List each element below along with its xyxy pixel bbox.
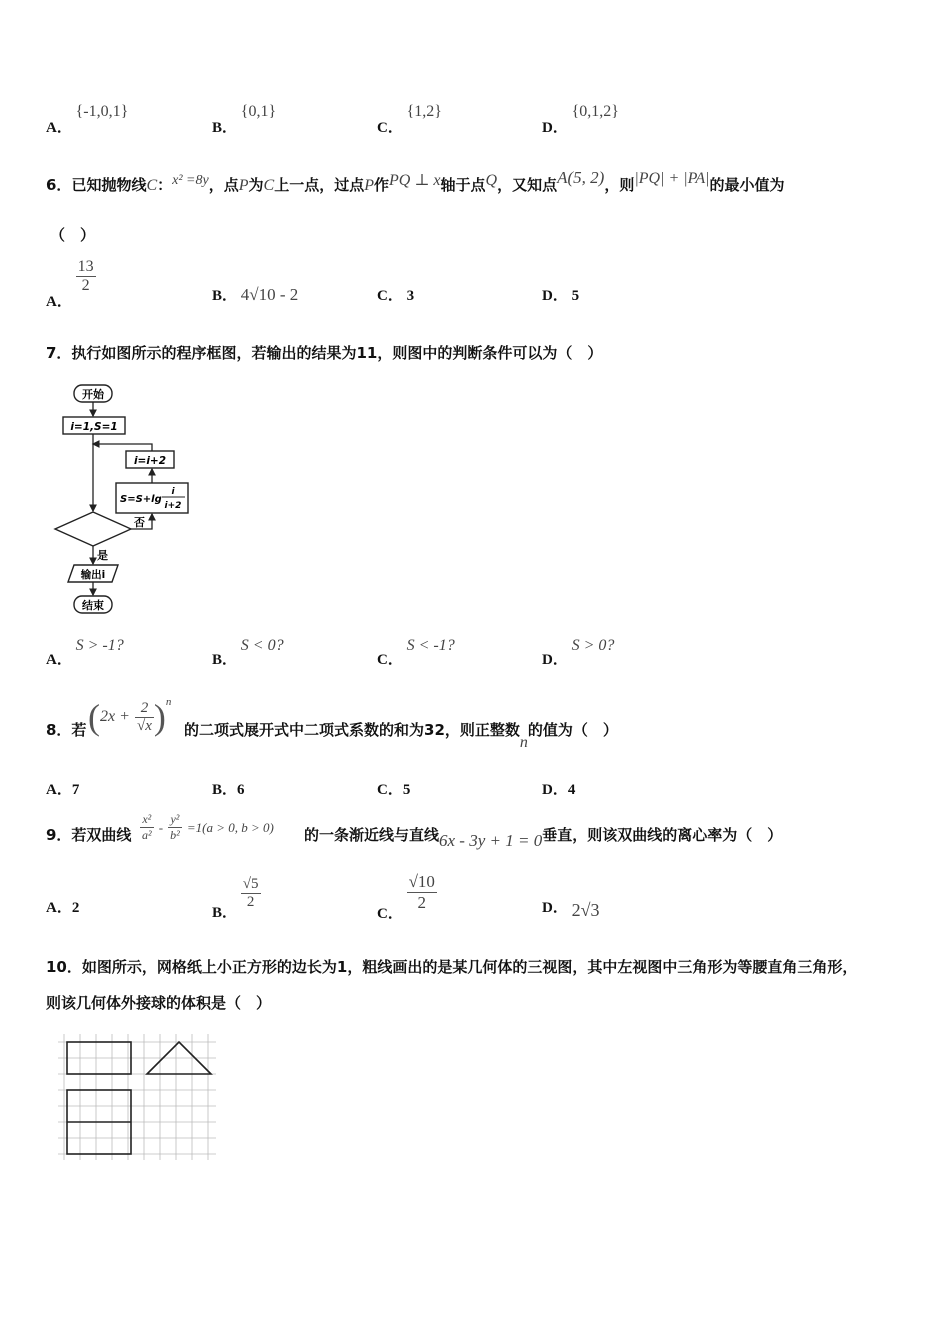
q5-option-d[interactable] — [542, 103, 619, 137]
q5-option-b[interactable] — [212, 103, 277, 137]
math-c: C — [146, 177, 158, 194]
math-p: P — [364, 177, 374, 194]
math-parabola: x² =8y — [172, 173, 209, 188]
option-text: 5 — [571, 288, 580, 304]
option-label: B． — [212, 904, 238, 921]
fraction-numerator: x² — [140, 812, 154, 828]
q5-option-c[interactable] — [377, 103, 442, 137]
stem-text: 的一条渐近线与直线 — [304, 826, 440, 844]
flow-init-text: i=1,S=1 — [70, 421, 118, 433]
stem-text: 垂直，则该双曲线的离心率为（ ） — [542, 826, 783, 844]
fraction-numerator: y² — [168, 812, 182, 828]
flow-end-text: 结束 — [82, 599, 104, 612]
q5-option-a[interactable] — [46, 103, 129, 137]
option-math: S < -1? — [406, 637, 455, 654]
fraction-numerator: √10 — [408, 872, 435, 891]
q9-hyperbola — [140, 812, 274, 843]
q9-option-c[interactable] — [377, 872, 437, 922]
fraction-numerator: √5 — [242, 876, 259, 892]
option-label: D． — [542, 288, 568, 304]
option-label: B． — [212, 120, 238, 136]
q8-stem — [184, 719, 618, 751]
flow-loop-line — [93, 444, 152, 451]
option-label: D． — [542, 900, 568, 916]
option-math: {0,1} — [240, 103, 277, 120]
flow-condition-diamond — [55, 512, 131, 546]
flow-start-text: 开始 — [82, 388, 104, 401]
math-q: Q — [485, 172, 498, 189]
math-n: n — [519, 734, 528, 751]
option-label: C． — [377, 120, 403, 136]
option-text: 3 — [406, 288, 415, 304]
q8-option-d[interactable] — [542, 778, 575, 799]
option-text: 6 — [237, 782, 245, 798]
q8-option-c[interactable] — [377, 778, 410, 799]
fraction-denominator: 2 — [246, 894, 255, 910]
option-math: {-1,0,1} — [75, 103, 129, 120]
flow-frac-den: i+2 — [164, 501, 182, 511]
q8-option-b[interactable] — [212, 778, 245, 799]
flow-no-label: 否 — [134, 516, 145, 529]
fraction-denominator: √x — [137, 717, 152, 734]
paren-right: ) — [153, 697, 166, 737]
fraction-denominator: b² — [170, 828, 180, 842]
question-number: 6． — [46, 176, 72, 194]
math-c: C — [263, 177, 275, 194]
stem-text: 轴于点 — [440, 176, 486, 194]
q9-option-d[interactable] — [542, 896, 600, 920]
q9-stem — [304, 824, 783, 850]
option-math: 4√10 - 2 — [240, 285, 299, 304]
option-label: C． — [377, 652, 403, 668]
option-label: B． — [212, 782, 238, 798]
option-math: S > -1? — [75, 637, 124, 654]
q7-option-a[interactable] — [46, 637, 124, 669]
flowchart — [44, 378, 214, 618]
option-label: D． — [542, 782, 568, 798]
q6-option-c[interactable] — [377, 284, 414, 305]
q7-option-d[interactable] — [542, 637, 615, 669]
option-label: A． — [46, 900, 72, 916]
binomial-fraction — [135, 700, 154, 735]
fraction-y — [168, 812, 182, 843]
math-line: 6x - 3y + 1 = 0 — [439, 831, 543, 850]
q7-stem: 7．执行如图所示的程序框图，若输出的结果为11，则图中的判断条件可以为（ ） — [46, 344, 603, 362]
option-fraction — [407, 872, 437, 913]
stem-text: 上一点，过点 — [274, 176, 365, 194]
option-label: C． — [377, 288, 403, 304]
fraction-denominator: a² — [142, 828, 152, 842]
q10-stem-line2: 则该几何体外接球的体积是（ ） — [46, 994, 272, 1012]
q9-prefix: 9．若双曲线 — [46, 826, 132, 844]
q6-stem — [46, 168, 785, 195]
option-text: 5 — [402, 782, 411, 798]
option-math: 2√3 — [571, 900, 600, 920]
binomial-term: 2x + — [100, 708, 130, 725]
flow-frac-num: i — [171, 487, 175, 497]
option-label: B． — [212, 288, 238, 304]
stem-text: 已知抛物线 — [71, 176, 147, 194]
option-label: C． — [377, 782, 403, 798]
q6-option-b[interactable] — [212, 284, 298, 305]
flow-incr-text: i=i+2 — [133, 455, 167, 467]
q9-option-b[interactable] — [212, 876, 261, 921]
option-math: S > 0? — [571, 637, 615, 654]
stem-text: ，又知点 — [497, 176, 558, 194]
option-label: C． — [377, 905, 403, 922]
grid-lines — [58, 1034, 216, 1160]
q10-stem-line1: 10．如图所示，网格纸上小正方形的边长为1，粗线画出的是某几何体的三视图，其中左视图中三角形为等腰直角三角形， — [46, 958, 858, 976]
q8-binomial — [88, 696, 171, 752]
option-label: A． — [46, 652, 72, 668]
option-label: A． — [46, 782, 72, 798]
math-expr: |PQ| + |PA| — [634, 170, 710, 187]
q7-option-b[interactable] — [212, 637, 284, 669]
stem-text: 为 — [248, 176, 264, 194]
q6-option-a[interactable] — [46, 258, 96, 310]
q6-answer-paren: （ ） — [50, 226, 96, 244]
minus-sign: - — [158, 820, 164, 835]
flow-yes-label: 是 — [97, 549, 108, 562]
fraction-numerator: 2 — [135, 700, 154, 718]
stem-text: 的最小值为 — [709, 176, 785, 194]
paren-left: ( — [88, 697, 100, 737]
stem-text: 的值为（ ） — [527, 721, 618, 739]
option-fraction — [76, 258, 96, 295]
hyperbola-condition: =1(a > 0, b > 0) — [186, 820, 274, 835]
option-math: {1,2} — [406, 103, 442, 120]
stem-text: ： — [157, 176, 173, 194]
option-fraction — [241, 876, 261, 911]
fraction-numerator: 13 — [77, 258, 94, 275]
option-label: D． — [542, 120, 568, 136]
option-text: 4 — [567, 782, 576, 798]
fraction-denominator: 2 — [81, 277, 90, 294]
math-p: P — [238, 177, 249, 194]
option-math: {0,1,2} — [571, 103, 619, 120]
option-label: B． — [212, 652, 238, 668]
q8-option-a[interactable] — [46, 778, 79, 799]
math-point-a: A(5, 2) — [557, 168, 605, 187]
binomial-exponent: n — [165, 696, 172, 708]
flow-update-text: S=S+lg — [120, 494, 162, 505]
fraction-denominator: 2 — [417, 893, 427, 912]
option-text: 7 — [71, 782, 80, 798]
option-math: S < 0? — [240, 637, 284, 654]
q6-option-d[interactable] — [542, 284, 579, 305]
option-label: A． — [46, 293, 72, 310]
option-label: D． — [542, 652, 568, 668]
stem-text: ，点 — [208, 176, 239, 194]
q7-option-c[interactable] — [377, 637, 455, 669]
flow-output-text: 输出i — [80, 569, 106, 581]
stem-text: ，则 — [604, 176, 635, 194]
option-text: 2 — [71, 900, 80, 916]
stem-text: 作 — [374, 176, 390, 194]
option-label: A． — [46, 120, 72, 136]
three-view-grid — [58, 1034, 220, 1164]
fraction-x — [140, 812, 154, 843]
math-pq: PQ ⊥ x — [389, 172, 441, 189]
q8-prefix: 8．若 — [46, 721, 87, 739]
stem-text: 的二项式展开式中二项式系数的和为32，则正整数 — [184, 721, 520, 739]
q9-option-a[interactable] — [46, 896, 79, 917]
